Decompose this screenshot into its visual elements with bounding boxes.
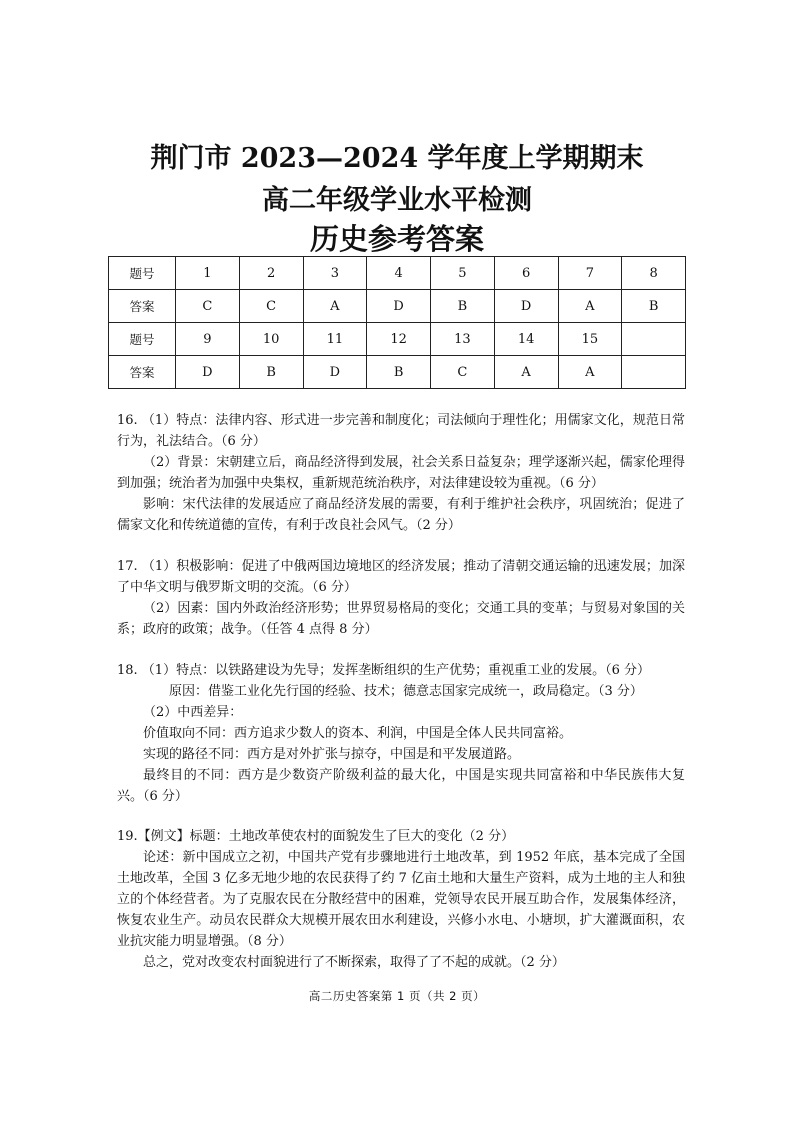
row-label: 答案 [109, 356, 176, 389]
answer-paragraph: 17. （1）积极影响：促进了中俄两国边境地区的经济发展；推动了清朝交通运输的迅速发展；加深了中华文明与俄罗斯文明的交流。（6 分） [117, 559, 685, 595]
answer-paragraph: 原因：借鉴工业化先行国的经验、技术；德意志国家完成统一，政局稳定。（3 分） [169, 684, 643, 699]
table-cell: B [367, 356, 431, 389]
answer-17 [117, 556, 685, 640]
table-cell: A [494, 356, 558, 389]
table-cell: 12 [367, 323, 431, 356]
table-cell [622, 323, 686, 356]
row-label: 答案 [109, 290, 176, 323]
table-row [109, 257, 686, 290]
table-cell: 5 [431, 257, 495, 290]
table-cell: 15 [558, 323, 622, 356]
answer-paragraph: 实现的路径不同：西方是对外扩张与掠夺，中国是和平发展道路。 [143, 747, 521, 762]
table-cell: D [367, 290, 431, 323]
table-cell: 4 [367, 257, 431, 290]
exam-title: 荆门市 2023—2024 学年度上学期期末 [150, 143, 644, 174]
table-cell: A [303, 290, 367, 323]
answer-paragraph: 18. （1）特点：以铁路建设为先导；发挥垄断组织的生产优势；重视重工业的发展。（6 分） [117, 663, 650, 678]
answer-paragraph: 总之，党对改变农村面貌进行了不断探索，取得了了不起的成就。（2 分） [143, 955, 565, 970]
row-label: 题号 [109, 257, 176, 290]
table-row [109, 323, 686, 356]
answer-paragraph: 19.【例文】标题：土地改革使农村的面貌发生了巨大的变化（2 分） [117, 829, 515, 844]
answer-paragraph: 影响：宋代法律的发展适应了商品经济发展的需要，有利于维护社会秩序，巩固统治；促进了儒家文化和传统道德的宣传，有利于改良社会风气。（2 分） [117, 497, 685, 533]
table-cell: 10 [239, 323, 303, 356]
answer-paragraph: （2）背景：宋朝建立后，商品经济得到发展，社会关系日益复杂；理学逐渐兴起，儒家伦理得到加强；统治者为加强中央集权，重新规范统治秩序，对法律建设较为重视。（6 分） [117, 455, 685, 491]
table-cell: 1 [176, 257, 240, 290]
table-cell: B [431, 290, 495, 323]
table-cell: B [239, 356, 303, 389]
answer-paragraph: （2）中西差异： [143, 705, 243, 720]
answer-table [108, 256, 686, 389]
table-cell: 8 [622, 257, 686, 290]
table-cell: 3 [303, 257, 367, 290]
table-row [109, 356, 686, 389]
table-cell: 13 [431, 323, 495, 356]
table-cell: C [431, 356, 495, 389]
answer-16 [117, 410, 685, 536]
answer-paragraph: 论述：新中国成立之初，中国共产党有步骤地进行土地改革，到 1952 年底，基本完成了全国土地改革，全国 3 亿多无地少地的农民获得了约 7 亿亩土地和大量生产资料，成为土地的主人和独立的个体经营者。为了克服农民在分散经营中的困难，党领导农民开展互助合作，发展集体经济，恢复农业生产。动员农民群众大规模开展农田水利建设，兴修小水电、小塘坝，扩大灌溉面积，农业抗灾能力明显增强。（8 分） [117, 850, 685, 949]
table-cell [622, 356, 686, 389]
table-cell: 14 [494, 323, 558, 356]
table-cell: 6 [494, 257, 558, 290]
table-cell: 9 [176, 323, 240, 356]
answer-paragraph: 价值取向不同：西方追求少数人的资本、利润，中国是全体人民共同富裕。 [143, 726, 573, 741]
table-cell: A [558, 290, 622, 323]
page-footer: 高二历史答案第 1 页（共 2 页） [308, 989, 486, 1003]
table-cell: 7 [558, 257, 622, 290]
answer-paragraph: （2）因素：国内外政治经济形势；世界贸易格局的变化；交通工具的变革；与贸易对象国的关系；政府的政策；战争。（任答 4 点得 8 分） [117, 601, 685, 637]
table-cell: D [494, 290, 558, 323]
answer-18 [117, 660, 685, 807]
row-label: 题号 [109, 323, 176, 356]
answer-paragraph: 16. （1）特点：法律内容、形式进一步完善和制度化；司法倾向于理性化；用儒家文化，规范日常行为，礼法结合。（6 分） [117, 413, 685, 449]
answer-19 [117, 826, 685, 973]
table-cell: C [239, 290, 303, 323]
table-cell: 11 [303, 323, 367, 356]
grade-title: 高二年级学业水平检测 [262, 185, 532, 216]
answer-paragraph: 最终目的不同：西方是少数资产阶级利益的最大化，中国是实现共同富裕和中华民族伟大复兴。（6 分） [117, 768, 685, 804]
table-cell: B [622, 290, 686, 323]
table-row [109, 290, 686, 323]
table-cell: D [303, 356, 367, 389]
table-cell: C [176, 290, 240, 323]
subject-title: 历史参考答案 [309, 222, 484, 256]
table-cell: A [558, 356, 622, 389]
table-cell: 2 [239, 257, 303, 290]
table-cell: D [176, 356, 240, 389]
